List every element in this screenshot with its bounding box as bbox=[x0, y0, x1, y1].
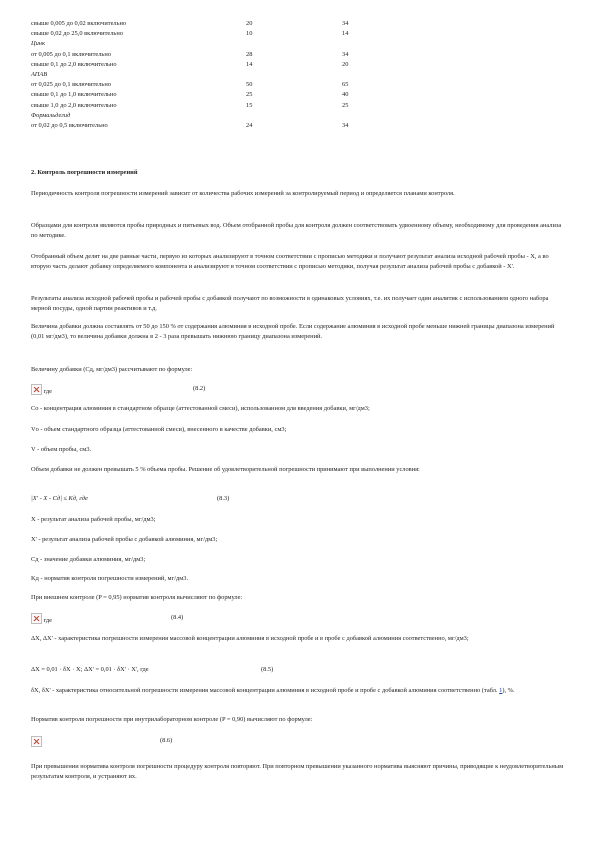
range-cell: свыше 0,005 до 0,02 включительно bbox=[31, 20, 127, 27]
table-row bbox=[31, 29, 361, 39]
paragraph-repeat-control: При превышении норматива контроля погрешности процедуру контроля повторяют. При повторном превышении указанного норматива выясняют причины, приводящие к неудовлетворительным результатам контроля, и устраняют их. bbox=[31, 763, 564, 781]
paragraph-addition-size: Величина добавки должна составлять от 50 до 150 % от содержания алюминия в исходной пробе. Если содержание алюминия в исходной пробе меньше нижней границы диапазона измерений (0,01 мг/дм3), то величина добавки должна в 2 - 3 раза превышать нижнюю границу диапазона измерений. bbox=[31, 323, 555, 341]
formula-text: ΔX = 0,01 · δX · X; ΔX' = 0,01 · δX' · X', где bbox=[31, 666, 149, 673]
formula-8-3 bbox=[31, 494, 564, 504]
value-cell: 50 bbox=[246, 81, 253, 89]
definition-x: X - результат анализа рабочей пробы, мг/дм3; bbox=[31, 516, 156, 523]
range-cell: от 0,005 до 0,1 включительно bbox=[31, 50, 111, 58]
table-row bbox=[31, 60, 361, 70]
paragraph-internal-control: Норматив контроля погрешности при внутрилабораторном контроле (P = 0,90) вычисляют по формуле: bbox=[31, 716, 313, 723]
definition-x-prime: X' - результат анализа рабочей пробы с добавкой алюминия, мг/дм3; bbox=[31, 536, 218, 543]
range-cell: свыше 0,02 до 25,0 включительно bbox=[31, 30, 123, 38]
definition-kd: Kд - норматив контроля погрешности измерений, мг/дм3. bbox=[31, 575, 189, 582]
formula-8-6 bbox=[31, 736, 564, 749]
value-cell: 10 bbox=[246, 30, 253, 38]
table-group-header bbox=[31, 70, 361, 80]
equation-number: (8.2) bbox=[193, 385, 206, 392]
paragraph-conditions: Результаты анализа исходной рабочей пробы и рабочей пробы с добавкой получают по возможности в одинаковых условиях, т.е. их получает один аналитик с использованием одного набора мерной посуды, одной партии реактивов и т.д. bbox=[31, 295, 549, 313]
formula-8-5 bbox=[31, 665, 564, 675]
table-row bbox=[31, 50, 361, 60]
definition-delta-x: ΔX, ΔX' - характеристика погрешности измерения массовой концентрации алюминия в исходной пробе и в пробе с добавкой алюминия соответственно, мг/дм3; bbox=[31, 635, 469, 642]
formula-where: где bbox=[43, 388, 52, 395]
table-row bbox=[31, 121, 361, 131]
table-row bbox=[31, 19, 361, 29]
range-cell: от 0,025 до 0,1 включительно bbox=[31, 81, 111, 89]
value-cell: 14 bbox=[246, 60, 253, 68]
range-cell: свыше 1,0 до 2,0 включительно bbox=[31, 101, 117, 109]
value-cell: 20 bbox=[342, 60, 349, 68]
equation-number: (8.4) bbox=[171, 614, 184, 621]
range-cell: свыше 0,1 до 2,0 включительно bbox=[31, 60, 117, 68]
equation-number: (8.3) bbox=[217, 495, 230, 502]
table-row bbox=[31, 90, 361, 100]
definition-cd: Сд - значение добавки алюминия, мг/дм3; bbox=[31, 556, 146, 563]
paragraph-external-control: При внешнем контроле (P = 0,95) норматив контроля вычисляют по формуле: bbox=[31, 594, 243, 601]
group-name: АПАВ bbox=[31, 70, 48, 78]
value-cell: 14 bbox=[342, 30, 349, 38]
data-table bbox=[31, 19, 361, 131]
definition-vo: Vо - объем стандартного образца (аттестованной смеси), внесенного в качестве добавки, см3; bbox=[31, 426, 287, 433]
definition-v: V - объем пробы, см3. bbox=[31, 446, 92, 453]
equation-number: (8.5) bbox=[261, 666, 274, 673]
value-cell: 34 bbox=[342, 20, 349, 27]
formula-8-4 bbox=[31, 613, 564, 626]
value-cell: 24 bbox=[246, 121, 253, 129]
equation-number: (8.6) bbox=[160, 737, 173, 744]
value-cell: 25 bbox=[246, 91, 253, 99]
broken-image-icon bbox=[31, 736, 42, 747]
paragraph-procedure: Отобранный объем делят на две равные части, первую из которых анализируют в точном соответствии с прописью методики и получают результат анализа исходной рабочей пробы - X, а во вторую часть делают добавку определяемого компонента и анализируют в точном соответствии с прописью методики, получая результат анализа рабочей пробы с добавкой - X'. bbox=[31, 253, 549, 271]
value-cell: 34 bbox=[342, 50, 349, 58]
value-cell: 25 bbox=[342, 101, 349, 109]
value-cell: 34 bbox=[342, 121, 349, 129]
broken-image-icon bbox=[31, 613, 42, 624]
value-cell: 40 bbox=[342, 91, 349, 99]
formula-text: |X' - X - Cд| ≤ Kд, где bbox=[31, 495, 88, 502]
table-1-link[interactable]: 1 bbox=[499, 687, 503, 694]
table-row bbox=[31, 80, 361, 90]
value-cell: 65 bbox=[342, 81, 349, 89]
table-group-header bbox=[31, 39, 361, 49]
range-cell: свыше 0,1 до 1,0 включительно bbox=[31, 91, 117, 99]
value-cell: 15 bbox=[246, 101, 253, 109]
group-name: Цинк bbox=[31, 40, 45, 48]
formula-8-2 bbox=[31, 384, 564, 397]
definition-co: Со - концентрация алюминия в стандартном образце (аттестованной смеси), использованном для введения добавки, мг/дм3; bbox=[31, 405, 370, 412]
paragraph-formula-intro: Величину добавки (Сд, мг/дм3) рассчитывают по формуле: bbox=[31, 366, 193, 373]
broken-image-icon bbox=[31, 384, 42, 395]
section-heading: 2. Контроль погрешности измерений bbox=[31, 169, 138, 176]
formula-where: где bbox=[43, 617, 52, 624]
group-name: Формальдегид bbox=[31, 111, 71, 119]
value-cell: 28 bbox=[246, 50, 253, 58]
paragraph-condition: Объем добавки не должен превышать 5 % объема пробы. Решение об удовлетворительной погрешности принимают при выполнении условия: bbox=[31, 466, 420, 473]
paragraph-periodicity: Периодичность контроля погрешности измерений зависит от количества рабочих измерений за контролируемый период и определяется планами контроля. bbox=[31, 190, 455, 197]
range-cell: от 0,02 до 0,5 включительно bbox=[31, 121, 108, 129]
value-cell: 20 bbox=[246, 20, 253, 27]
paragraph-samples: Образцами для контроля являются пробы природных и питьевых вод. Объем отобранной пробы для контроля должен соответствовать удвоенному объему, необходимому для проведения анализа по методике. bbox=[31, 222, 562, 240]
table-group-header bbox=[31, 111, 361, 121]
definition-delta-rel: δX, δX' - характеристика относительной погрешности измерения массовой концентрации алюминия в исходной пробе и пробе с добавкой алюминия соответственно (табл. 1), %. bbox=[31, 687, 515, 694]
table-row bbox=[31, 101, 361, 111]
